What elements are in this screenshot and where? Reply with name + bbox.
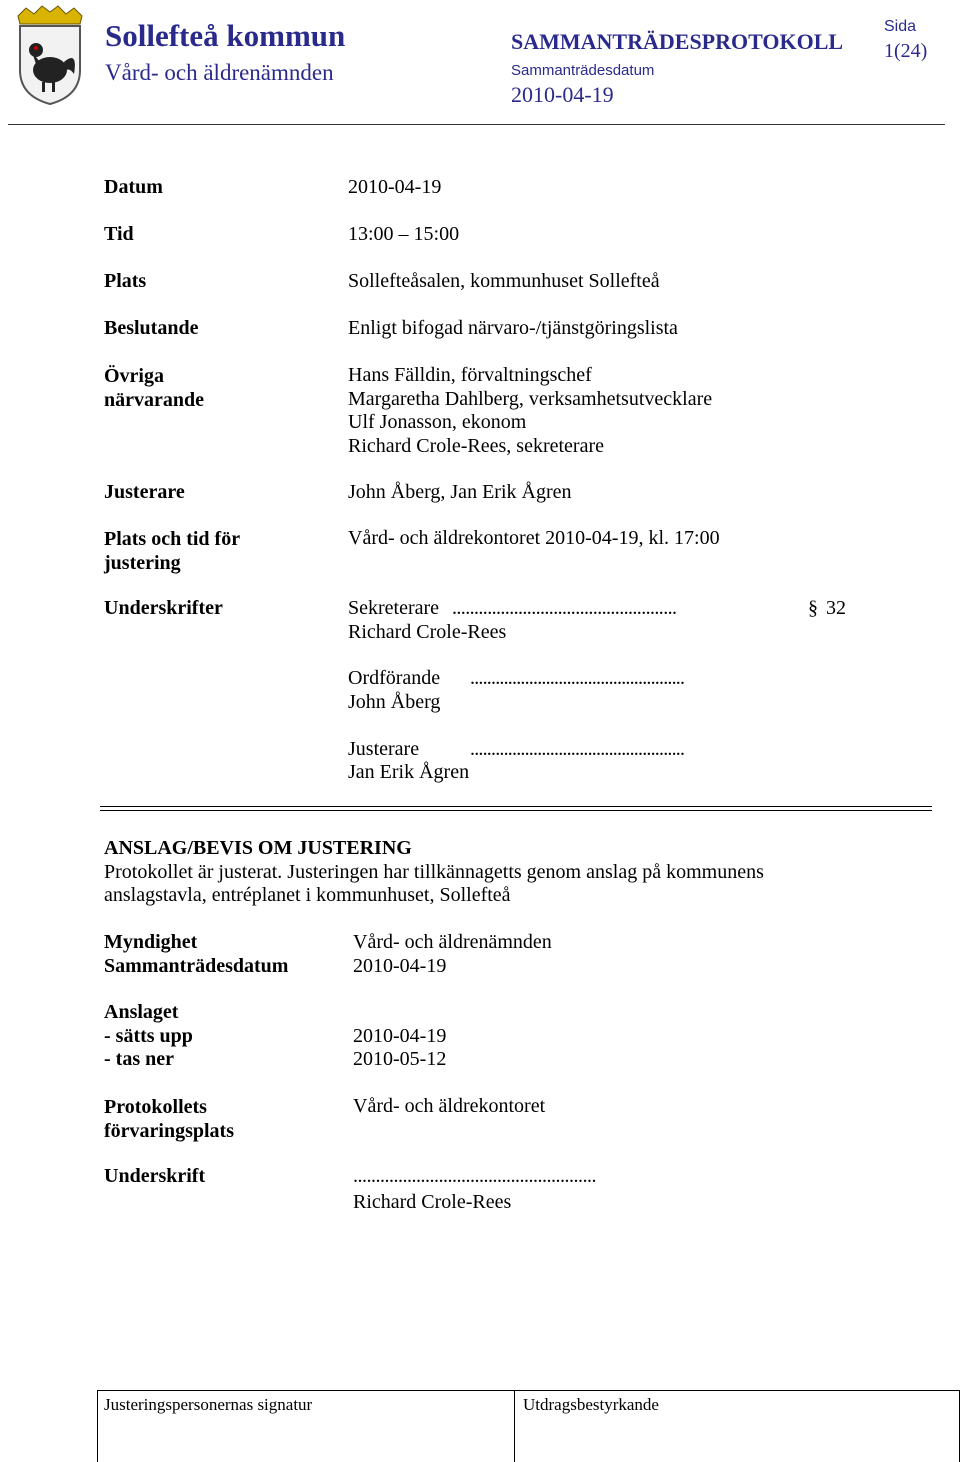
forvaring-value: Vård- och äldrekontoret (353, 1095, 546, 1117)
ovriga-item: Richard Crole-Rees, sekreterare (348, 434, 604, 457)
beslutande-value: Enligt bifogad närvaro-/tjänstgöringslista (348, 317, 678, 339)
tid-label: Tid (104, 223, 134, 245)
satts-upp-value: 2010-04-19 (353, 1025, 447, 1047)
forvaring-label-line2: förvaringsplats (104, 1120, 234, 1142)
page-label: Sida (884, 18, 917, 35)
footer-certification-box (515, 1390, 960, 1462)
page-number: 1(24) (884, 40, 928, 62)
ovriga-item: Hans Fälldin, förvaltningschef (348, 364, 592, 386)
meeting-date: 2010-04-19 (511, 82, 614, 107)
paragraph-number: 32 (826, 597, 846, 619)
myndighet-label: Myndighet (104, 931, 198, 953)
tid-value: 13:00 – 15:00 (348, 223, 460, 245)
plats-value: Sollefteåsalen, kommunhuset Sollefteå (348, 270, 660, 292)
signature-line[interactable]: ...................................................... (353, 1165, 596, 1187)
justerare-sign-label: Justerare (348, 738, 420, 760)
sekreterare-label: Sekreterare (348, 597, 440, 619)
signature-line[interactable]: ................................................... (470, 738, 685, 760)
ovriga-label-line1: Övriga (104, 365, 164, 387)
org-name: Sollefteå kommun (105, 18, 346, 53)
date-label: Sammanträdesdatum (511, 62, 655, 79)
ovriga-label (104, 364, 204, 412)
justerare-label: Justerare (104, 481, 185, 503)
anslag-datum-label: Sammanträdesdatum (104, 955, 289, 977)
ovriga-label-line2: närvarande (104, 389, 204, 411)
plats-label: Plats (104, 270, 147, 292)
ovriga-list (348, 364, 712, 458)
datum-label: Datum (104, 176, 163, 198)
plats-tid-label-line1: Plats och tid för (104, 528, 241, 550)
myndighet-value: Vård- och äldrenämnden (353, 931, 552, 953)
municipal-crest (14, 4, 86, 106)
beslutande-label: Beslutande (104, 317, 199, 339)
plats-tid-label-line2: justering (104, 552, 181, 574)
header-divider (8, 124, 945, 125)
footer-signature-box (97, 1390, 515, 1462)
anslag-datum-value: 2010-04-19 (353, 955, 447, 977)
paragraph-sign: § (808, 597, 818, 619)
anslag-text-line2: anslagstavla, entréplanet i kommunhuset, Sollefteå (104, 884, 511, 906)
satts-upp-label: - sätts upp (104, 1025, 193, 1047)
underskrift-name: Richard Crole-Rees (353, 1191, 512, 1213)
justerare-value: John Åberg, Jan Erik Ågren (348, 481, 572, 503)
doc-type: SAMMANTRÄDESPROTOKOLL (511, 29, 844, 54)
ovriga-item: Ulf Jonasson, ekonom (348, 411, 527, 433)
plats-tid-label (104, 527, 240, 575)
anslaget-label: Anslaget (104, 1001, 179, 1023)
tas-ner-label: - tas ner (104, 1048, 174, 1070)
signature-line[interactable]: ................................................... (470, 667, 685, 689)
section-divider (100, 806, 932, 811)
forvaring-label-line1: Protokollets (104, 1096, 207, 1118)
board-name: Vård- och äldrenämnden (105, 60, 334, 85)
tas-ner-value: 2010-05-12 (353, 1048, 447, 1070)
justerare-sign-name: Jan Erik Ågren (348, 761, 470, 783)
underskrifter-label: Underskrifter (104, 597, 223, 619)
ovriga-item: Margaretha Dahlberg, verksamhetsutvecklare (348, 387, 713, 410)
footer-certification-label: Utdragsbestyrkande (523, 1395, 659, 1414)
ordforande-label: Ordförande (348, 667, 441, 689)
datum-value: 2010-04-19 (348, 176, 442, 198)
signature-line[interactable]: ................................................... (452, 597, 677, 619)
forvaring-label (104, 1095, 234, 1143)
footer-signature-label: Justeringspersonernas signatur (104, 1395, 313, 1414)
anslag-text-line1: Protokollet är justerat. Justeringen har tillkännagetts genom anslag på kommunens (104, 861, 764, 883)
anslag-title: ANSLAG/BEVIS OM JUSTERING (104, 837, 412, 859)
underskrift-label: Underskrift (104, 1165, 206, 1187)
plats-tid-value: Vård- och äldrekontoret 2010-04-19, kl. 17:00 (348, 527, 720, 549)
sekreterare-name: Richard Crole-Rees (348, 621, 507, 643)
ordforande-name: John Åberg (348, 691, 441, 713)
